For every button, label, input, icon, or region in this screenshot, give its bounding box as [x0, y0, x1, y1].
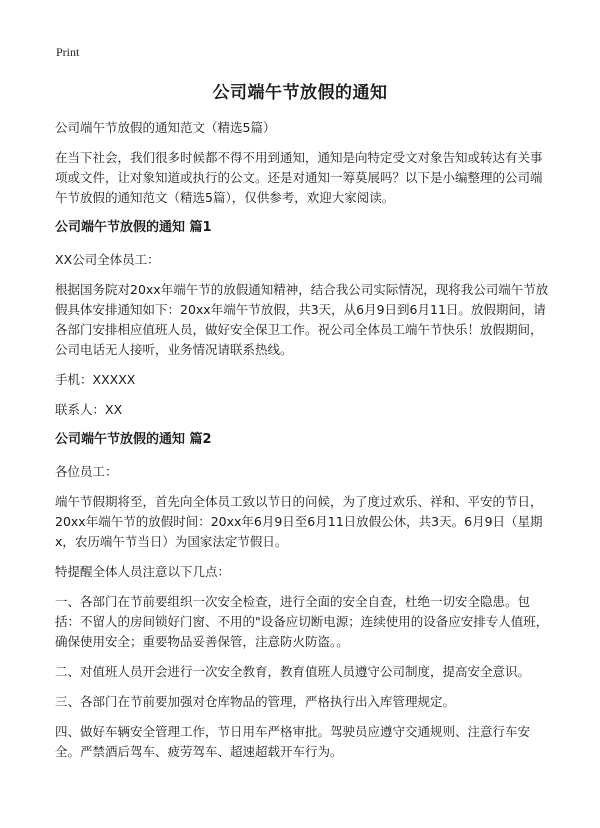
reminder-line: 特提醒全体人员注意以下几点： — [55, 564, 231, 579]
point-2: 二、对值班人员开会进行一次安全教育，教育值班人员遵守公司制度，提高安全意识。 — [55, 664, 531, 679]
section-1-body: 根据国务院对20xx年端午节的放假通知精神，结合我公司实际情况，现将我公司端午节放假具体安排通知如下：20xx年端午节放假，共3天，从6月9日到6月11日。放假期间，请各部门安排相应值班人员，做好安全保卫工作。祝公司全体员工端午节快乐！放假期间，公司电话无人接听，业务情况请联系热线。 — [55, 282, 549, 357]
intro-paragraph: 在当下社会，我们很多时候都不得不用到通知，通知是向特定受文对象告知或转达有关事项或文件，让对象知道或执行的公文。还是对通知一筹莫展吗？以下是小编整理的公司端午节放假的通知范文（精选5篇），仅供参考，欢迎大家阅读。 — [55, 150, 543, 205]
section-heading-1: 公司端午节放假的通知 篇1 — [55, 220, 212, 235]
page-title: 公司端午节放假的通知 — [212, 83, 388, 103]
point-4: 四、做好车辆安全管理工作，节日用车严格审批。驾驶员应遵守交通规则、注意行车安全。严禁酒后驾车、疲劳驾车、超速超载开车行为。 — [55, 724, 531, 759]
section-heading-2: 公司端午节放假的通知 篇2 — [55, 432, 212, 447]
print-link[interactable]: Print — [56, 45, 80, 59]
point-3: 三、各部门在节前要加强对仓库物品的管理，严格执行出入库管理规定。 — [55, 694, 456, 709]
subtitle: 公司端午节放假的通知范文（精选5篇） — [55, 120, 276, 135]
salutation-1: XX公司全体员工： — [55, 252, 160, 267]
section-2-body: 端午节假期将至，首先向全体员工致以节日的问候，为了度过欢乐、祥和、平安的节日，20xx年端午节的放假时间：20xx年6月9日至6月11日放假公休，共3天。6月9日（星期x，农历端午节当日）为国家法定节假日。 — [55, 494, 543, 549]
contact-line: 联系人：XX — [55, 402, 123, 417]
point-1: 一、各部门在节前要组织一次安全检查，进行全面的安全自查，杜绝一切安全隐患。包括：不留人的房间锁好门窗、不用的"设备应切断电源；连续使用的设备应安排专人值班，确保使用安全；重要物品妥善保管，注意防火防盗。。 — [55, 594, 549, 649]
salutation-2: 各位员工： — [55, 464, 118, 479]
phone-line: 手机：XXXXX — [55, 372, 136, 387]
document-body — [55, 118, 550, 772]
